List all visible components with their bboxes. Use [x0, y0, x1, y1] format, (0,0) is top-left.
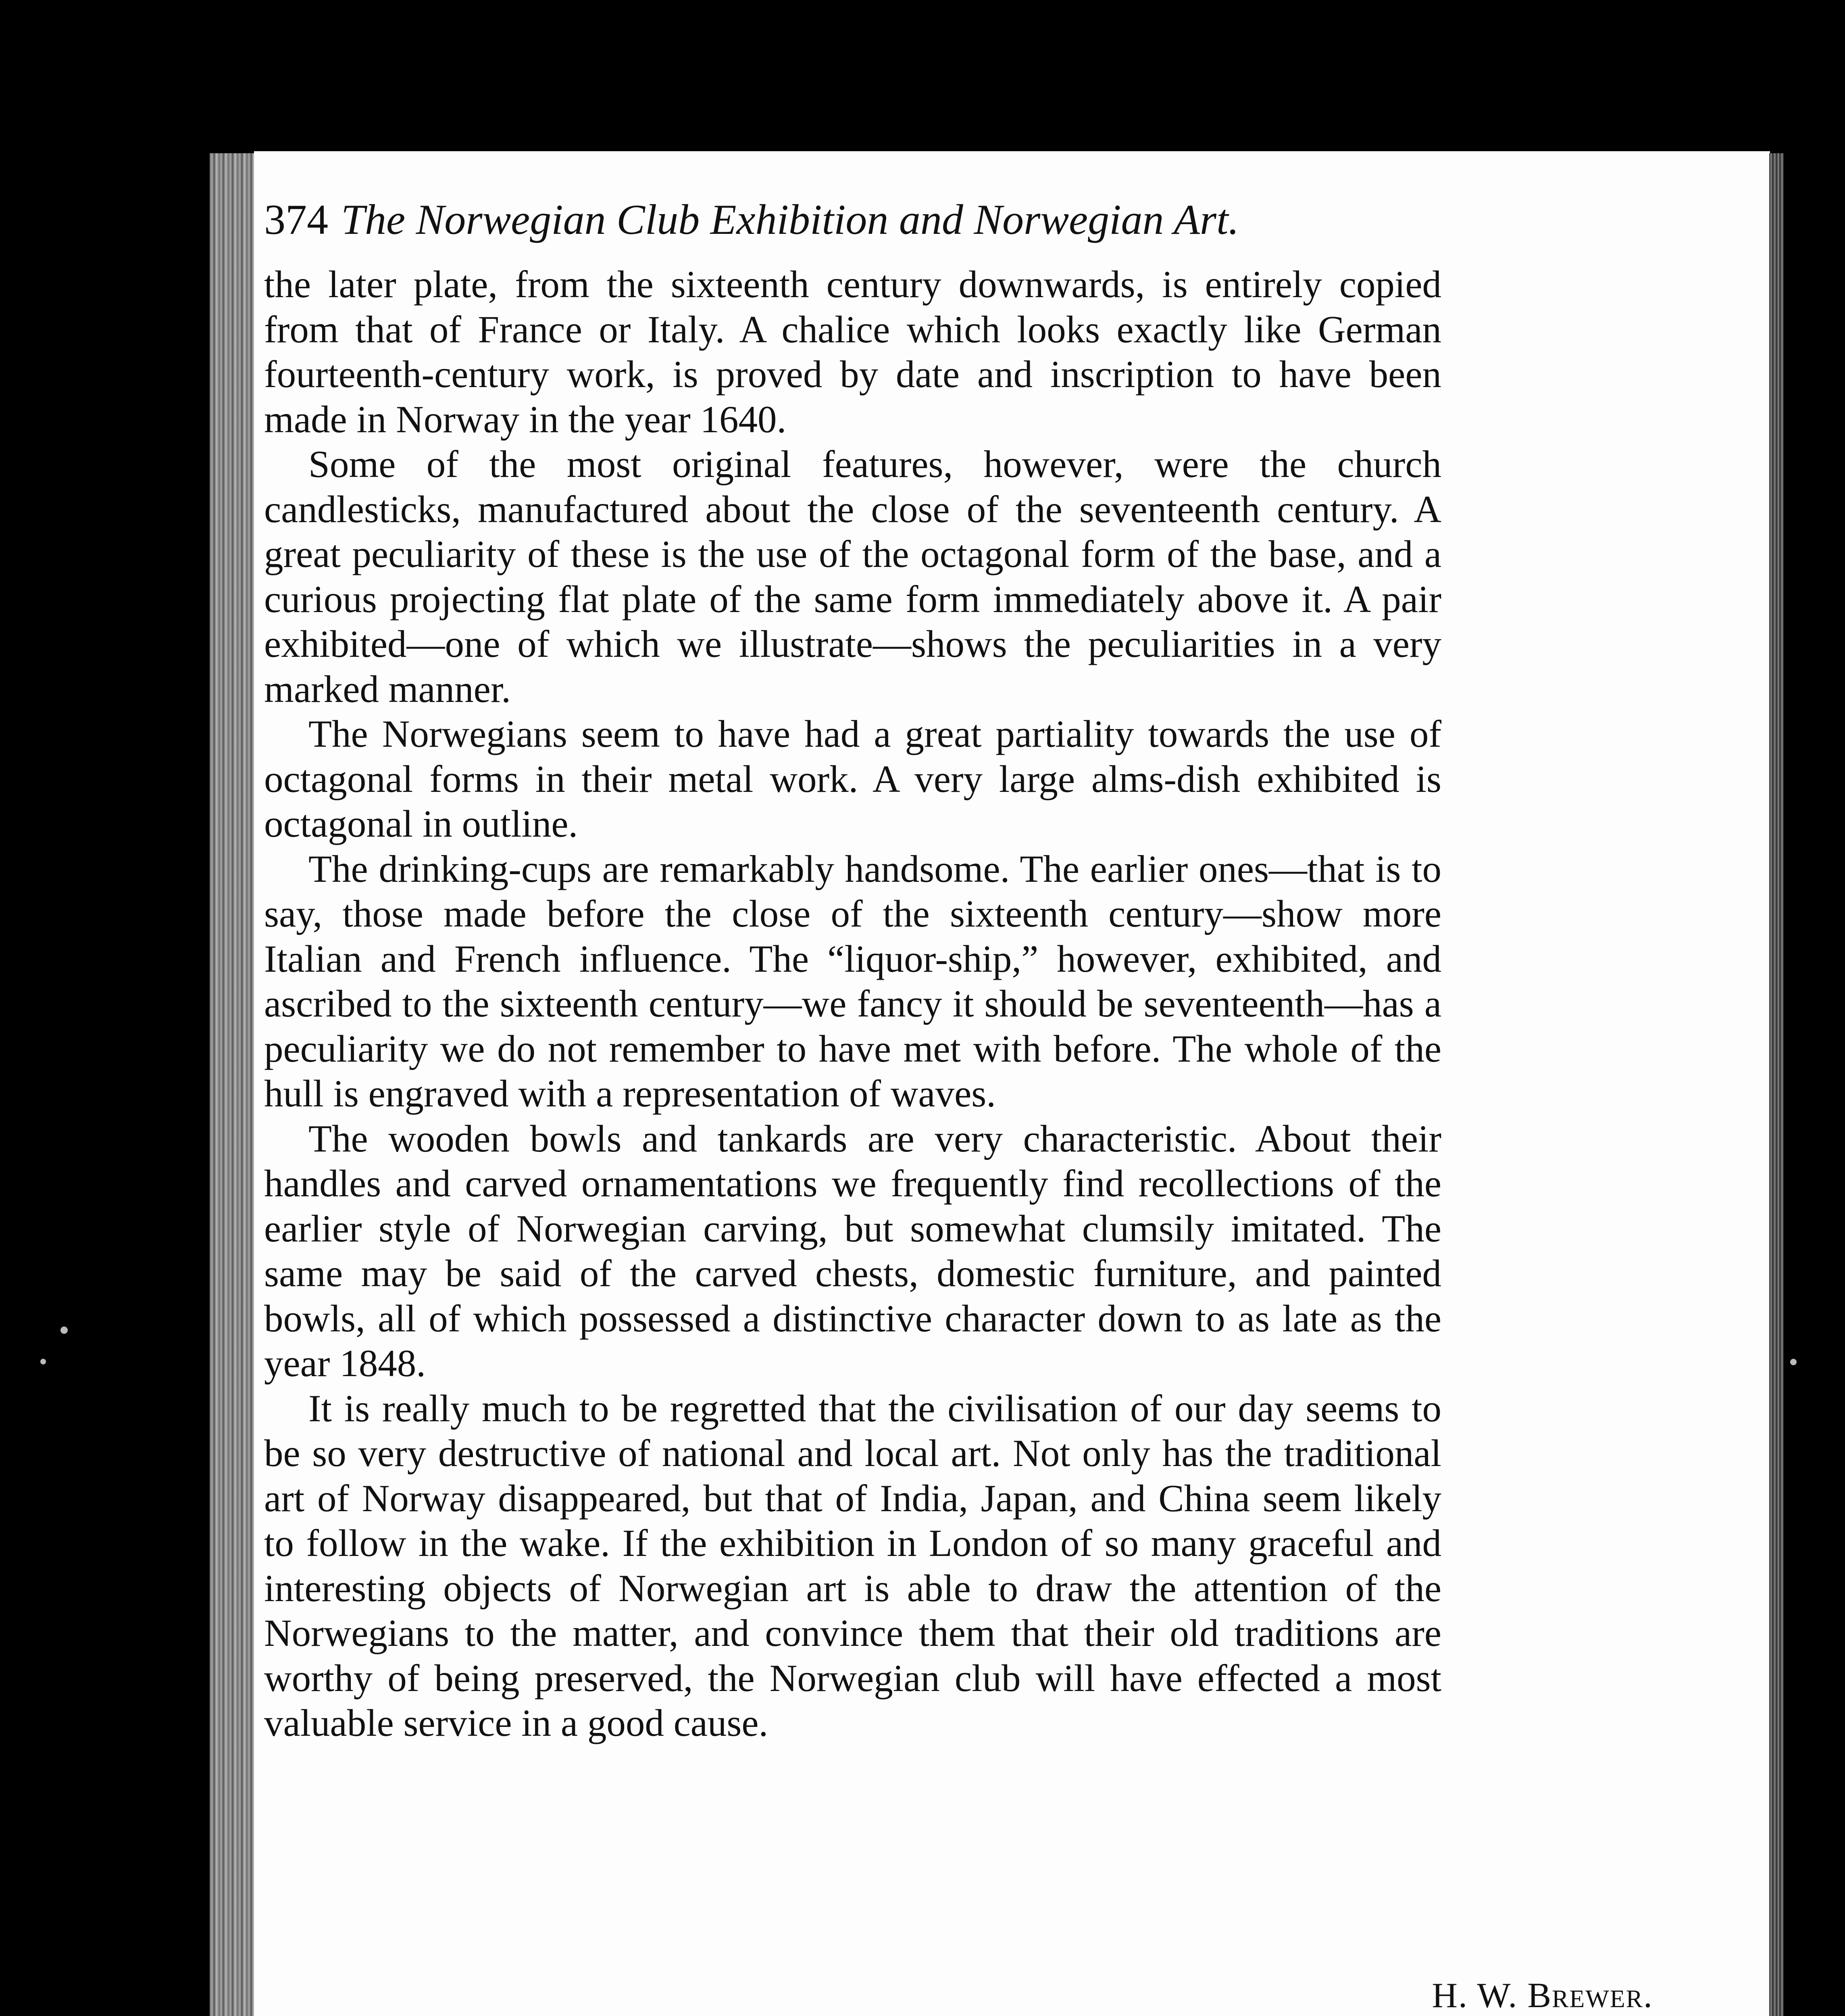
paragraph: the later plate, from the sixteenth century downwards, is entirely copied from that of France or Italy. A chalice which looks exactly like German fourteenth-century work, is proved by date and inscription to have been made in Norway in the year 1640.	[264, 263, 1441, 441]
page-stack-edge	[1769, 153, 1784, 2016]
paragraph: Some of the most original features, however, were the church candlesticks, manufactured about the close of the seventeenth century. A great peculiarity of these is the use of the octagonal form of the base, and a curious projecting flat plate of the same form immediately above it. A pair exhibited—one of which we illustrate—shows the peculiarities in a very marked manner.	[264, 443, 1441, 710]
paragraph: The drinking-cups are remarkably handsome. The earlier ones—that is to say, those made before the close of the sixteenth century—show more Italian and French influence. The “liquor-ship,” however, exhibited, and ascribed to the sixteenth century—we fancy it should be seventeenth—has a peculiarity we do not remember to have met with before. The whole of the hull is engraved with a representation of waves.	[264, 847, 1441, 1115]
page-number: 374	[264, 196, 328, 243]
dust-speck	[60, 1327, 68, 1334]
author-signature: H. W. Brewer.	[1432, 1976, 1653, 2015]
paragraph: The Norwegians seem to have had a great partiality towards the use of octagonal forms in their metal work. A very large alms-dish exhibited is octagonal in outline.	[264, 712, 1441, 845]
running-title: The Norwegian Club Exhibition and Norwegian Art.	[341, 196, 1239, 243]
dust-speck	[40, 1359, 46, 1364]
paragraph: The wooden bowls and tankards are very characteristic. About their handles and carved ornamentations we frequently find recollections of the earlier style of Norwegian carving, but somewhat clumsily imitated. The same may be said of the carved chests, domestic furniture, and painted bowls, all of which possessed a distinctive character down to as late as the year 1848.	[264, 1117, 1441, 1385]
paragraph: It is really much to be regretted that the civilisation of our day seems to be so very destructive of national and local art. Not only has the traditional art of Norway disappeared, but that of India, Japan, and China seem likely to follow in the wake. If the exhibition in London of so many graceful and interesting objects of Norwegian art is able to draw the attention of the Norwegians to the matter, and convince them that their old traditions are worthy of being preserved, the Norwegian club will have effected a most valuable service in a good cause.	[264, 1387, 1441, 1744]
article-body	[264, 262, 1441, 1746]
dust-speck	[1790, 1359, 1797, 1365]
running-head	[264, 177, 1635, 262]
book-binding-edge	[210, 153, 254, 2016]
